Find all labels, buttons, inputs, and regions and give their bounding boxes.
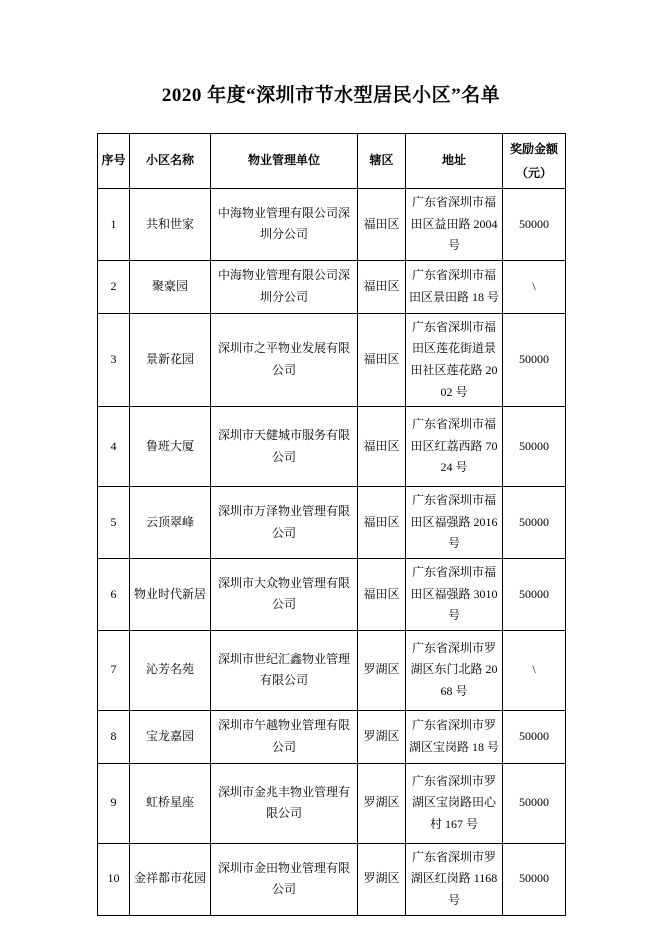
cell-management: 中海物业管理有限公司深圳分公司 (211, 260, 358, 313)
cell-management: 深圳市金兆丰物业管理有限公司 (211, 763, 358, 843)
cell-management: 深圳市之平物业发展有限公司 (211, 313, 358, 406)
cell-seq: 4 (98, 407, 130, 487)
cell-name: 宝龙嘉园 (130, 710, 211, 763)
cell-seq: 7 (98, 630, 130, 710)
cell-name: 共和世家 (130, 189, 211, 261)
table-row (98, 710, 566, 763)
cell-district: 罗湖区 (358, 630, 406, 710)
cell-name: 聚豪园 (130, 260, 211, 313)
cell-district: 福田区 (358, 407, 406, 487)
cell-reward: 50000 (503, 843, 566, 915)
cell-address: 广东省深圳市福田区莲花街道景田社区莲花路 2002 号 (406, 313, 503, 406)
cell-district: 福田区 (358, 487, 406, 559)
cell-name: 金祥都市花园 (130, 843, 211, 915)
cell-management: 深圳市天健城市服务有限公司 (211, 407, 358, 487)
cell-name: 沁芳名苑 (130, 630, 211, 710)
cell-seq: 1 (98, 189, 130, 261)
header-reward-line1: 奖励金额 (509, 142, 558, 156)
communities-table (97, 133, 566, 916)
table-row (98, 843, 566, 915)
cell-district: 罗湖区 (358, 710, 406, 763)
cell-management: 中海物业管理有限公司深圳分公司 (211, 189, 358, 261)
cell-seq: 10 (98, 843, 130, 915)
header-management: 物业管理单位 (211, 134, 358, 189)
cell-seq: 5 (98, 487, 130, 559)
cell-name: 虹桥星座 (130, 763, 211, 843)
header-reward-line2: （元） (515, 166, 552, 180)
cell-address: 广东省深圳市福田区益田路 2004 号 (406, 189, 503, 261)
cell-reward: \ (503, 260, 566, 313)
table-row (98, 407, 566, 487)
cell-seq: 6 (98, 558, 130, 630)
table-row (98, 313, 566, 406)
cell-address: 广东省深圳市福田区红荔西路 7024 号 (406, 407, 503, 487)
cell-district: 福田区 (358, 189, 406, 261)
cell-reward: 50000 (503, 558, 566, 630)
cell-address: 广东省深圳市福田区福强路 2016 号 (406, 487, 503, 559)
cell-name: 景新花园 (130, 313, 211, 406)
cell-reward: 50000 (503, 763, 566, 843)
page-title: 2020 年度“深圳市节水型居民小区”名单 (161, 85, 501, 106)
cell-district: 福田区 (358, 558, 406, 630)
cell-district: 罗湖区 (358, 843, 406, 915)
table-row (98, 630, 566, 710)
cell-management: 深圳市万泽物业管理有限公司 (211, 487, 358, 559)
table-row (98, 558, 566, 630)
cell-seq: 9 (98, 763, 130, 843)
cell-seq: 8 (98, 710, 130, 763)
header-address: 地址 (406, 134, 503, 189)
table-row (98, 260, 566, 313)
cell-address: 广东省深圳市罗湖区东门北路 2068 号 (406, 630, 503, 710)
header-seq: 序号 (98, 134, 130, 189)
table-row (98, 763, 566, 843)
cell-reward: 50000 (503, 407, 566, 487)
header-name: 小区名称 (130, 134, 211, 189)
cell-reward: 50000 (503, 313, 566, 406)
cell-name: 云顶翠峰 (130, 487, 211, 559)
header-district: 辖区 (358, 134, 406, 189)
cell-address: 广东省深圳市福田区景田路 18 号 (406, 260, 503, 313)
cell-district: 福田区 (358, 260, 406, 313)
table-row (98, 487, 566, 559)
cell-address: 广东省深圳市罗湖区红岗路 1168 号 (406, 843, 503, 915)
table-header-row (98, 134, 566, 189)
cell-address: 广东省深圳市罗湖区宝岗路田心村 167 号 (406, 763, 503, 843)
cell-reward: 50000 (503, 710, 566, 763)
cell-reward: 50000 (503, 487, 566, 559)
cell-management: 深圳市世纪汇鑫物业管理有限公司 (211, 630, 358, 710)
cell-management: 深圳市午越物业管理有限公司 (211, 710, 358, 763)
table-row (98, 189, 566, 261)
cell-name: 物业时代新居 (130, 558, 211, 630)
cell-reward: 50000 (503, 189, 566, 261)
cell-address: 广东省深圳市罗湖区宝岗路 18 号 (406, 710, 503, 763)
cell-district: 福田区 (358, 313, 406, 406)
cell-address: 广东省深圳市福田区福强路 3010 号 (406, 558, 503, 630)
header-reward (503, 134, 566, 189)
cell-management: 深圳市金田物业管理有限公司 (211, 843, 358, 915)
cell-district: 罗湖区 (358, 763, 406, 843)
cell-seq: 2 (98, 260, 130, 313)
cell-reward: \ (503, 630, 566, 710)
cell-name: 鲁班大厦 (130, 407, 211, 487)
cell-management: 深圳市大众物业管理有限公司 (211, 558, 358, 630)
cell-seq: 3 (98, 313, 130, 406)
